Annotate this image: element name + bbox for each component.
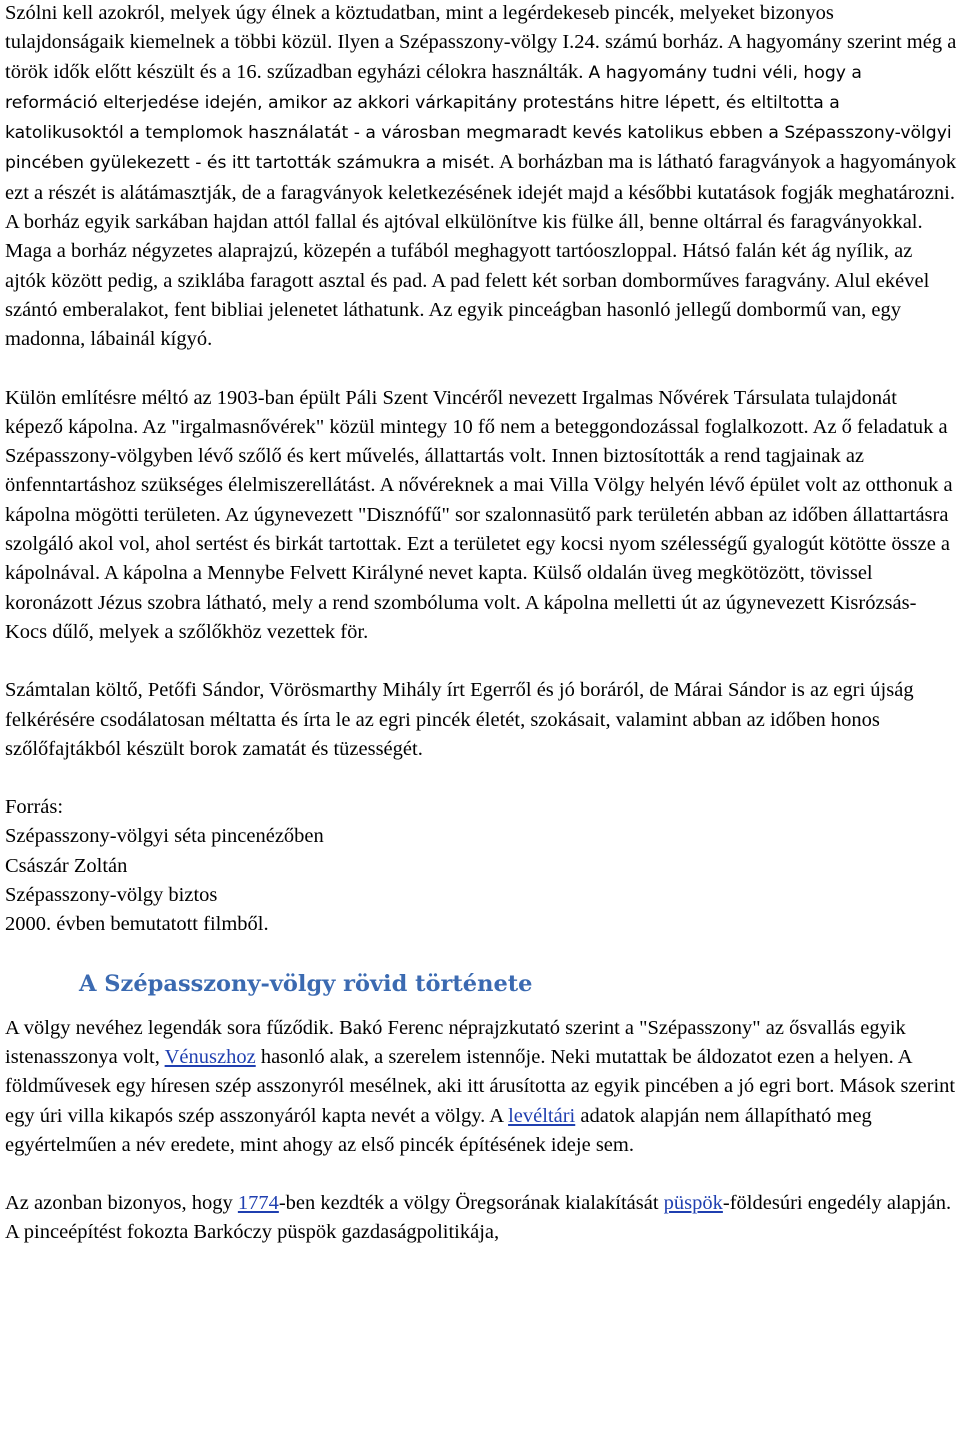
- leveltari-link[interactable]: levéltári: [508, 1104, 576, 1127]
- history-paragraph-2: [5, 1189, 957, 1248]
- borhaz-description-paragraph: A borház egyik sarkában hajdan attól fallal és ajtóval elkülönítve kis fülke áll, benne oltárral és faragványokkal. Maga a borház négyzetes alaprajzú, közepén a tufából meghagyott tartóoszloppal. Hátsó falán két ág nyílik, az ajtók között pedig, a sziklába faragott asztal és pad. A pad felett két sorban domborműves faragvány. Alul ekével szántó emberalakot, fent bibliai jelenetet láthatunk. Az egyik pinceágban hasonló jellegű dombormű van, egy madonna, lábainál kígyó.: [5, 211, 930, 351]
- source-item: 2000. évben bemutatott filmből.: [5, 913, 269, 936]
- source-item: Szépasszony-völgy biztos: [5, 884, 218, 907]
- chapel-paragraph: Külön említésre méltó az 1903-ban épült Páli Szent Vincéről nevezett Irgalmas Nővérek Társulata tulajdonát képező kápolna. Az "irgalmasnővérek" közül mintegy 10 fő nem a beteggondozással foglalkozott. Az ő feladatuk a Szépasszony-völgyben lévő szőlő és kert művelés, állattartás volt. Innen biztosították a rend tagjainak az önfenntartáshoz szükséges élelmiszerellátást. A nővéreknek a mai Villa Völgy helyén lévő épület volt az otthonuk a kápolna mögötti területen. Az úgynevezett "Disznófű" sor szalonnasütő park területén abban az időben állattartásra szolgáló akol vol, ahol sertést és birkát tartottak. Ezt a területet egy kocsi nyom szélességű gyalogút kötötte össze a kápolnával. A kápolna a Mennybe Felvett Királyné nevet kapta. Külső oldalán üveg megkötözött, tövissel koronázott Jézus szobra látható, mely a rend szombóluma volt. A kápolna melletti út az úgynevezett Kisrózsás-Kocs dűlő, melyek a szőlőkhöz vezettek för.: [5, 386, 953, 643]
- history-text: adatok alapján nem állapítható meg egyértelműen a név eredete, mint ahogy az első pincék építésének ideje sem.: [5, 1104, 872, 1156]
- intro-sans-text: A hagyomány tudni véli, hogy a reformáció elterjedése idején, amikor az akkori várkapitány protestáns hitre lépett, és eltiltotta a katolikusoktól a templomok használatát - a városban megmaradt kevés katolikus ebben a Szépasszony-völgyi pincében gyülekezett - és itt tartották számukra a misét.: [5, 62, 952, 174]
- intro-serif-text-2: A borházban ma is látható faragványok a hagyományok ezt a részét is alátámasztják, de a faragványok keletkezésének idejét majd a későbbi kutatások fogják meghatározni.: [5, 151, 957, 204]
- paragraph-gap: [5, 764, 957, 793]
- sources-label: Forrás:: [5, 796, 64, 819]
- history-paragraph-1: [5, 1014, 957, 1160]
- intro-paragraph: [5, 0, 957, 208]
- heading-bottom-gap: [5, 999, 957, 1014]
- history-text: -földesúri engedély alapján. A pinceépítést fokozta Barkóczy püspök gazdaságpolitikája,: [5, 1192, 952, 1244]
- venusz-link[interactable]: Vénuszhoz: [164, 1045, 256, 1068]
- history-text: hasonló alak, a szerelem istennője. Neki mutattak be áldozatot ezen a helyen. A földművesek egy híresen szép asszonyról mesélnek, aki itt árusította az egyik pincében a jó egri bort. Mások szerint egy úri villa kikapós szép asszonyáról kapta nevét a völgy. A: [5, 1045, 956, 1127]
- heading-top-gap: [5, 940, 957, 970]
- history-text: Az azonban bizonyos, hogy: [5, 1192, 238, 1215]
- puspok-link[interactable]: püspök: [663, 1192, 723, 1215]
- paragraph-gap: [5, 1160, 957, 1189]
- source-item: Császár Zoltán: [5, 854, 128, 877]
- sources-block: [5, 793, 957, 939]
- paragraph-gap: [5, 647, 957, 676]
- year-1774-link[interactable]: 1774: [237, 1192, 279, 1215]
- section-heading: A Szépasszony-völgy rövid története: [79, 970, 533, 997]
- intro-serif-text-1: Szólni kell azokról, melyek úgy élnek a köztudatban, mint a legérdekeseb pincék, melyeket bizonyos tulajdonságaik kiemelnek a többi közül. Ilyen a Szépasszony-völgy I.24. számú borház. A hagyomány szerint még a török idők előtt készült és a 16. szűzadban egyházi célokra használták.: [5, 2, 957, 83]
- history-text: -ben kezdték a völgy Öregsorának kialakítását: [278, 1192, 664, 1215]
- paragraph-gap: [5, 355, 957, 384]
- source-item: Szépasszony-völgyi séta pincenézőben: [5, 825, 324, 848]
- document-page: [5, 0, 957, 1248]
- poets-paragraph: Számtalan költő, Petőfi Sándor, Vörösmarthy Mihály írt Egerről és jó boráról, de Márai Sándor is az egri újság felkérésére csodálatosan méltatta és írta le az egri pincék életét, szokásait, valamint abban az időben honos szőlőfajtákból készült borok zamatát és tüzességét.: [5, 679, 914, 760]
- history-text: A völgy nevéhez legendák sora fűződik. Bakó Ferenc néprajzkutató szerint a "Szépasszony" az ősvallás egyik istenasszonya volt,: [5, 1016, 906, 1068]
